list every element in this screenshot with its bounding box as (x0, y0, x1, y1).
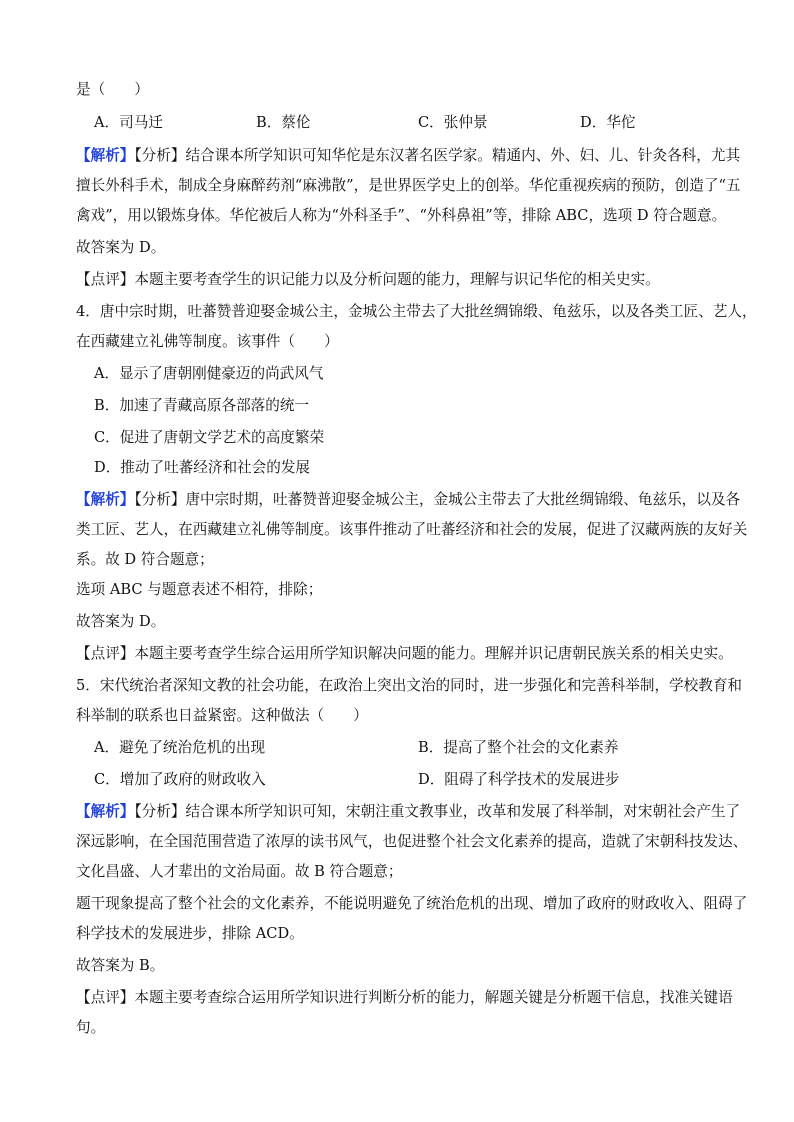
q5-option-d: D．阻碍了科学技术的发展进步 (418, 771, 620, 788)
q3-option-a: A．司马迁 (94, 114, 163, 131)
q3-stem-end: 是（ ） (76, 81, 149, 98)
q4-review: 【点评】本题主要考查学生综合运用所学知识解决问题的能力。理解并识记唐朝民族关系的相关史实。 (76, 645, 733, 662)
q5-stem-line-1: 5．宋代统治者深知文教的社会功能，在政治上突出文治的同时，进一步强化和完善科举制，学校教育和 (76, 677, 743, 694)
q3-option-c: C．张仲景 (418, 114, 488, 131)
q5-review-line-2: 句。 (76, 1019, 106, 1036)
q5-analysis-tag: 【解析】 (76, 803, 135, 820)
q3-answer: 故答案为 D。 (76, 239, 166, 256)
q4-analysis-line-1: 【解析】【分析】唐中宗时期，吐蕃赞普迎娶金城公主，金城公主带去了大批丝绸锦缎、龟兹乐，以及各 (76, 491, 741, 508)
q5-analysis-line-2: 深远影响，在全国范围营造了浓厚的读书风气，也促进整个社会文化素养的提高，造就了宋朝科技发达、 (76, 833, 748, 850)
q5-review: 【点评】本题主要考查综合运用所学知识进行判断分析的能力，解题关键是分析题干信息，找准关键语 (76, 989, 733, 1006)
q3-analysis-line-2: 擅长外科手术，制成全身麻醉药剂“麻沸散”，是世界医学史上的创举。华佗重视疾病的预防，创造了“五 (76, 177, 741, 194)
q5-answer: 故答案为 B。 (76, 957, 165, 974)
q3-option-b: B．蔡伦 (256, 114, 311, 131)
q4-review-tag: 【点评】 (76, 645, 135, 662)
q3-review: 【点评】本题主要考查学生的识记能力以及分析问题的能力，理解与识记华佗的相关史实。 (76, 271, 660, 288)
q5-analysis-line-3: 文化昌盛、人才辈出的文治局面。故 B 符合题意； (76, 863, 403, 880)
q5-option-a: A．避免了统治危机的出现 (94, 739, 266, 756)
q4-option-c: C．促进了唐朝文学艺术的高度繁荣 (94, 429, 325, 446)
q4-option-d: D．推动了吐蕃经济和社会的发展 (94, 459, 311, 476)
q3-analysis-line-1: 【解析】【分析】结合课本所学知识可知华佗是东汉著名医学家。精通内、外、妇、儿、针灸各科，尤其 (76, 147, 741, 164)
q4-answer: 故答案为 D。 (76, 613, 166, 630)
q3-review-tag: 【点评】 (76, 271, 135, 288)
q5-option-b: B．提高了整个社会的文化素养 (418, 739, 619, 756)
q5-option-c: C．增加了政府的财政收入 (94, 771, 266, 788)
q5-analysis-line-5: 科学技术的发展进步，排除 ACD。 (76, 925, 304, 942)
q4-analysis-line-4: 选项 ABC 与题意表述不相符，排除； (76, 581, 323, 598)
q3-analysis-tag: 【解析】 (76, 147, 135, 164)
q5-review-tag: 【点评】 (76, 989, 135, 1006)
q5-analysis-line-4: 题干现象提高了整个社会的文化素养，不能说明避免了统治危机的出现、增加了政府的财政收入、阻碍了 (76, 895, 748, 912)
q4-stem-line-2: 在西藏建立礼佛等制度。该事件（ ） (76, 333, 339, 350)
q3-option-d: D．华佗 (580, 114, 636, 131)
q4-analysis-line-2: 类工匠、艺人，在西藏建立礼佛等制度。该事件推动了吐蕃经济和社会的发展，促进了汉藏两族的友好关 (76, 521, 748, 538)
q4-option-a: A．显示了唐朝刚健豪迈的尚武风气 (94, 365, 324, 382)
q4-analysis-line-3: 系。故 D 符合题意； (76, 551, 214, 568)
q4-stem-line-1: 4．唐中宗时期，吐蕃赞普迎娶金城公主，金城公主带去了大批丝绸锦缎、龟兹乐，以及各类工匠、艺人， (76, 303, 757, 320)
q5-analysis-line-1: 【解析】【分析】结合课本所学知识可知，宋朝注重文教事业，改革和发展了科举制，对宋朝社会产生了 (76, 803, 741, 820)
q3-analysis-line-3: 禽戏”，用以锻炼身体。华佗被后人称为“外科圣手”、“外科鼻祖”等，排除 ABC，选项 D 符合题意。 (76, 207, 727, 224)
q4-option-b: B．加速了青藏高原各部落的统一 (94, 397, 310, 414)
q5-stem-line-2: 科举制的联系也日益紧密。这种做法（ ） (76, 707, 368, 724)
q4-analysis-tag: 【解析】 (76, 491, 135, 508)
